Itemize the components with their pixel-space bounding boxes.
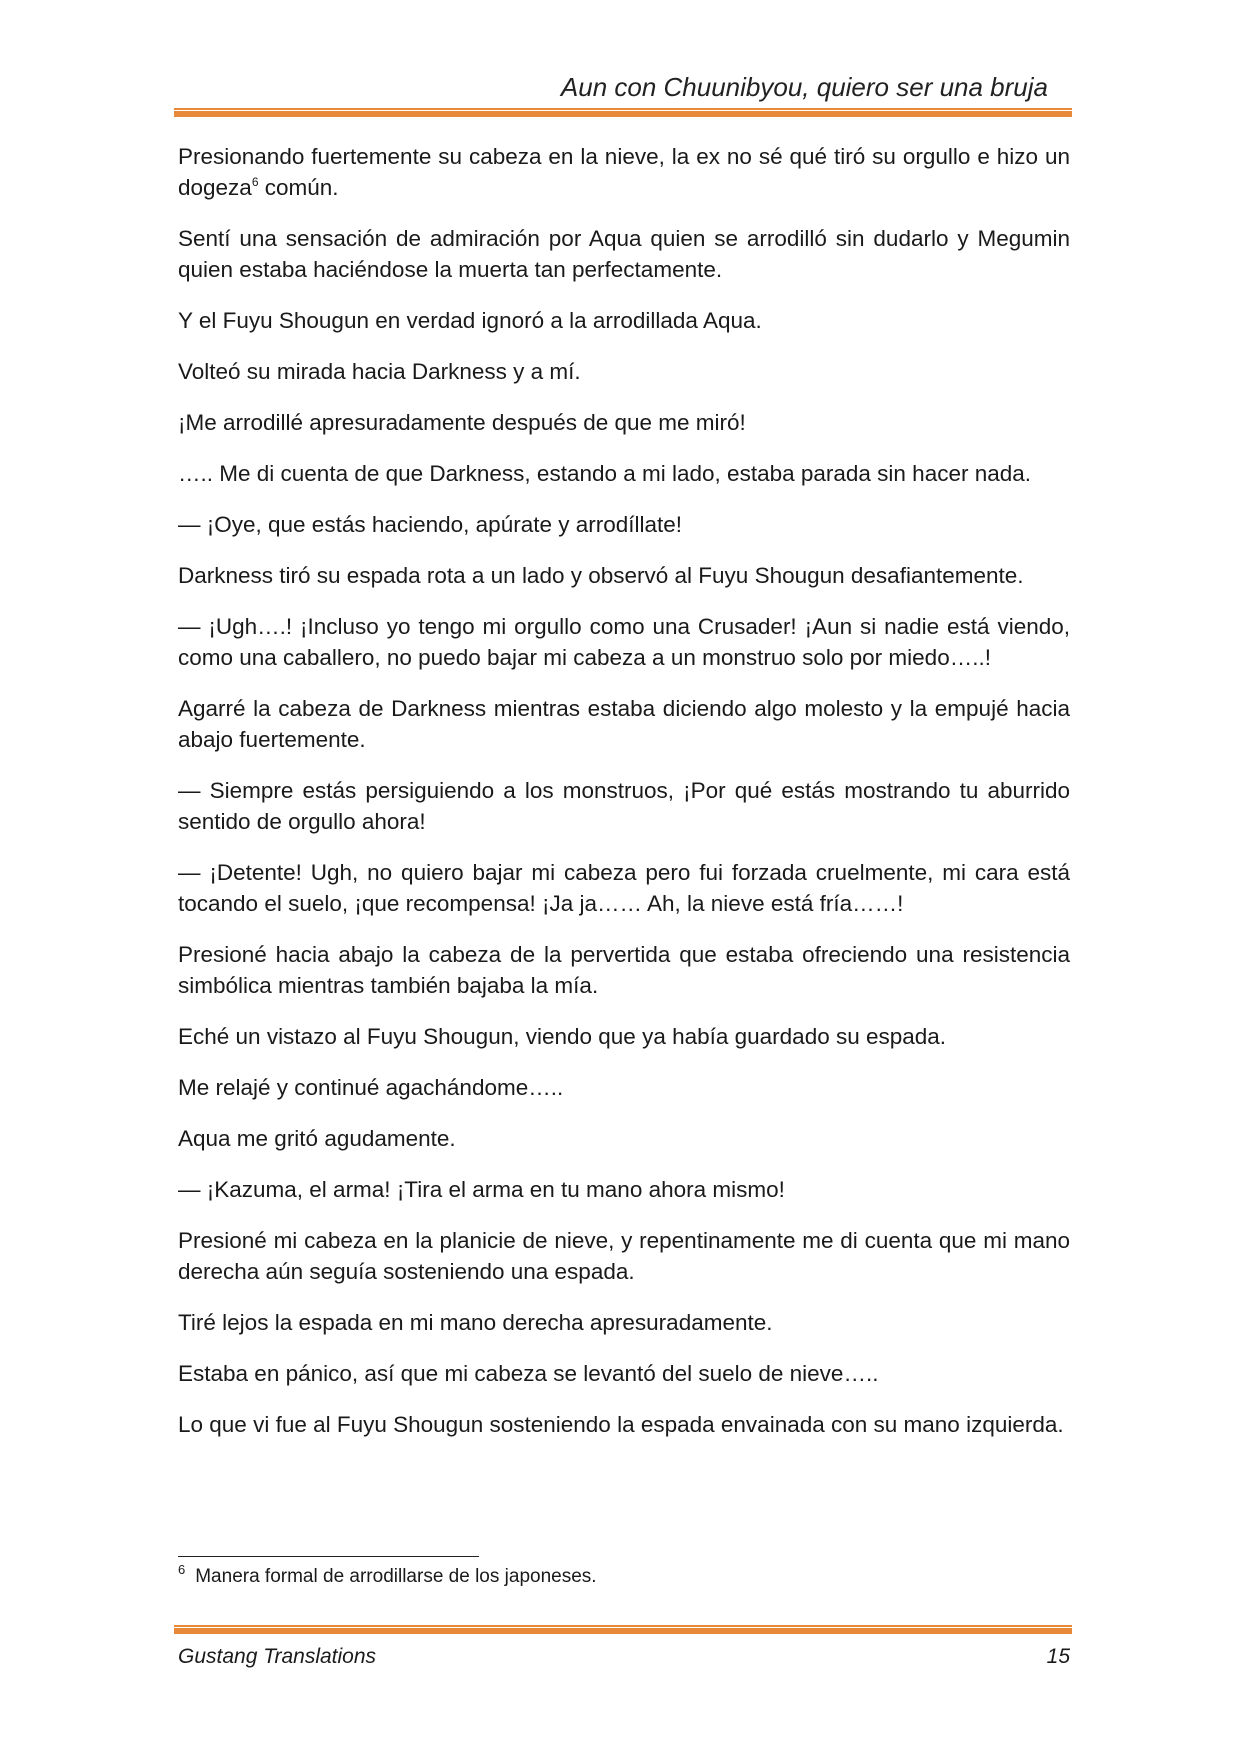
footnote-separator	[178, 1556, 479, 1557]
footer-credit: Gustang Translations	[178, 1645, 377, 1668]
paragraph: — ¡Ugh….! ¡Incluso yo tengo mi orgullo como una Crusader! ¡Aun si nadie está viendo, como una caballero, no puedo bajar mi cabeza a un monstruo solo por miedo…..!	[178, 614, 1070, 670]
paragraph: Darkness tiró su espada rota a un lado y observó al Fuyu Shougun desafiantemente.	[178, 563, 1024, 588]
body-text	[178, 141, 1070, 1460]
paragraph: Y el Fuyu Shougun en verdad ignoró a la arrodillada Aqua.	[178, 308, 762, 333]
paragraph: Presioné hacia abajo la cabeza de la pervertida que estaba ofreciendo una resistencia simbólica mientras también bajaba la mía.	[178, 942, 1070, 998]
paragraph: ¡Me arrodillé apresuradamente después de que me miró!	[178, 410, 746, 435]
page-footer	[174, 1625, 1072, 1672]
footnote-reference[interactable]: 6	[251, 175, 259, 189]
paragraph: ….. Me di cuenta de que Darkness, estando a mi lado, estaba parada sin hacer nada.	[178, 461, 1032, 486]
paragraph: Eché un vistazo al Fuyu Shougun, viendo que ya había guardado su espada.	[178, 1024, 947, 1049]
footnote-text: Manera formal de arrodillarse de los japoneses.	[195, 1566, 597, 1587]
paragraph: Presionando fuertemente su cabeza en la nieve, la ex no sé qué tiró su orgullo e hizo un dogeza$^6$ común.	[178, 144, 1070, 200]
footer-rule	[174, 1625, 1072, 1634]
paragraph: — ¡Detente! Ugh, no quiero bajar mi cabeza pero fui forzada cruelmente, mi cara está tocando el suelo, ¡que recompensa! ¡Ja ja…… Ah, la nieve está fría……!	[178, 860, 1070, 916]
paragraph: Aqua me gritó agudamente.	[178, 1126, 456, 1151]
running-title: Aun con Chuunibyou, quiero ser una bruja	[560, 72, 1048, 102]
paragraph: — Siempre estás persiguiendo a los monstruos, ¡Por qué estás mostrando tu aburrido sentido de orgullo ahora!	[178, 778, 1070, 834]
paragraph: Agarré la cabeza de Darkness mientras estaba diciendo algo molesto y la empujé hacia abajo fuertemente.	[178, 696, 1070, 752]
paragraph: Volteó su mirada hacia Darkness y a mí.	[178, 359, 581, 384]
paragraph: Presioné mi cabeza en la planicie de nieve, y repentinamente me di cuenta que mi mano derecha aún seguía sosteniendo una espada.	[178, 1228, 1070, 1284]
footnote	[178, 1563, 1070, 1591]
paragraph: Tiré lejos la espada en mi mano derecha apresuradamente.	[178, 1310, 773, 1335]
paragraph: — ¡Kazuma, el arma! ¡Tira el arma en tu mano ahora mismo!	[178, 1177, 785, 1202]
paragraph: Me relajé y continué agachándome…..	[178, 1075, 564, 1100]
paragraph: — ¡Oye, que estás haciendo, apúrate y arrodíllate!	[178, 512, 683, 537]
paragraph: Lo que vi fue al Fuyu Shougun sosteniendo la espada envainada con su mano izquierda.	[178, 1412, 1064, 1437]
page-number: 15	[1046, 1645, 1070, 1668]
paragraph: Sentí una sensación de admiración por Aqua quien se arrodilló sin dudarlo y Megumin quien estaba haciéndose la muerta tan perfectamente.	[178, 226, 1070, 282]
footnote-number: 6	[178, 1562, 186, 1577]
header-rule	[174, 108, 1072, 117]
paragraph: Estaba en pánico, así que mi cabeza se levantó del suelo de nieve…..	[178, 1361, 879, 1386]
page-header	[174, 70, 1072, 117]
